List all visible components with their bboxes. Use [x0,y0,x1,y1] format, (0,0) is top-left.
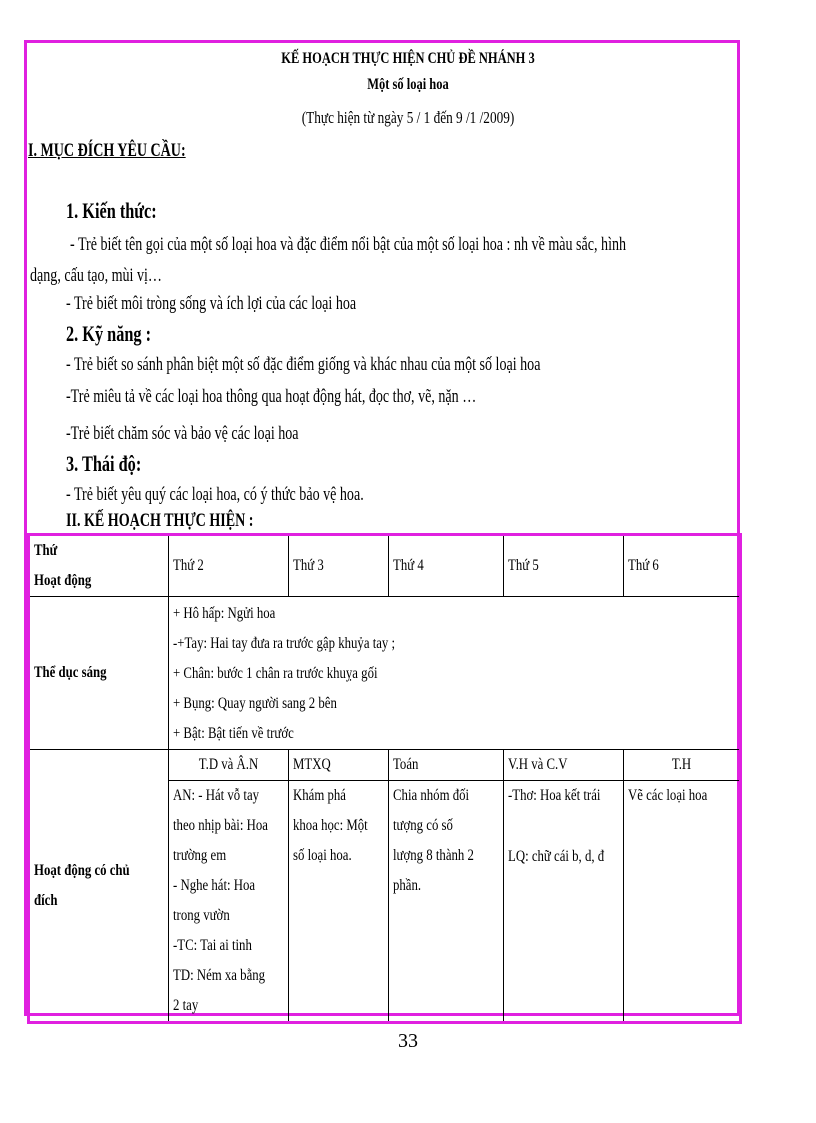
subject-cell [389,750,504,781]
table-header-row [29,535,741,597]
wednesday-activity-cell [389,781,504,1023]
corner-day-label: Thứ [34,542,58,559]
day-header-cell [289,535,389,597]
table-row [29,750,741,781]
day-label: Thứ 6 [628,557,659,574]
section-heading-goals: I. MỤC ĐÍCH YÊU CẦU: [28,140,186,161]
day-label: Thứ 2 [173,557,204,574]
table-row [29,597,741,750]
day-label: Thứ 4 [393,557,424,574]
knowledge-line-1: - Trẻ biết tên gọi của một số loại hoa và đặc điểm nổi bật của một số loại hoa : nh về màu sắc, hình [70,234,627,255]
morning-exercise-label-cell [29,597,169,750]
skills-heading: 2. Kỹ năng : [66,321,152,346]
tuesday-activity-cell [289,781,389,1023]
subject-cell [169,750,289,781]
activity-line: 2 tay [173,997,199,1014]
morning-exercise-content [169,597,741,750]
attitude-heading: 3. Thái độ: [66,451,142,476]
subject-label: Toán [393,756,419,773]
attitude-line-1: - Trẻ biết yêu quý các loại hoa, có ý thức bảo vệ hoa. [66,484,364,505]
subject-cell [504,750,624,781]
skills-line-2: -Trẻ miêu tả về các loại hoa thông qua hoạt động hát, đọc thơ, vẽ, nặn … [66,386,477,407]
activity-line: tượng có số [393,817,453,834]
day-header-cell [169,535,289,597]
subject-label: T.D và Â.N [198,756,259,773]
subject-label: MTXQ [293,756,331,773]
activity-line: -TC: Tai ai tinh [173,937,252,954]
activity-line: Chia nhóm đối [393,787,470,804]
topic-title: Một số loại hoa [367,76,449,93]
day-header-cell [624,535,741,597]
morning-item: + Hô hấp: Ngửi hoa [173,605,276,622]
activity-label-line: Hoạt động có chủ [34,861,130,879]
activity-line: Khám phá [293,787,346,804]
activity-line: phần. [393,877,422,894]
subject-label: V.H và C.V [508,756,568,773]
subject-cell [624,750,741,781]
morning-item: + Bụng: Quay người sang 2 bên [173,695,337,712]
plan-title: KẾ HOẠCH THỰC HIỆN CHỦ ĐỀ NHÁNH 3 [281,50,535,67]
morning-item: + Chân: bước 1 chân ra trước khuỵa gối [173,665,378,682]
subject-cell [289,750,389,781]
page-number: 33 [398,1030,418,1052]
day-header-cell [504,535,624,597]
corner-header-cell [29,535,169,597]
activity-line: lượng 8 thành 2 [393,847,474,864]
morning-exercise-label: Thể dục sáng [34,664,107,681]
date-range: (Thực hiện từ ngày 5 / 1 đến 9 /1 /2009) [301,108,515,127]
knowledge-line-3: - Trẻ biết môi tròng sống và ích lợi của các loại hoa [66,293,357,314]
activity-label-cell [29,750,169,1023]
activity-label-line: đích [34,891,58,909]
activity-line: trong vườn [173,907,230,924]
day-label: Thứ 5 [508,557,539,574]
knowledge-line-2: dạng, cấu tạo, mùi vị… [30,265,162,286]
section-heading-plan: II. KẾ HOẠCH THỰC HIỆN : [66,510,254,531]
activity-line: trường em [173,847,227,864]
friday-activity-cell [624,781,741,1023]
activity-line: - Nghe hát: Hoa [173,877,256,894]
day-header-cell [389,535,504,597]
weekly-plan-table [27,533,742,1024]
activity-line: khoa học: Một [293,817,368,834]
thursday-activity-cell [504,781,624,1023]
skills-line-3: -Trẻ biết chăm sóc và bảo vệ các loại hoa [66,423,299,444]
activity-line: TD: Ném xa bằng [173,967,266,984]
activity-line: AN: - Hát vỗ tay [173,787,260,804]
corner-activity-label: Hoạt động [34,572,92,589]
activity-line: Vẽ các loại hoa [628,787,708,804]
subject-label: T.H [671,756,692,773]
morning-item: -+Tay: Hai tay đưa ra trước gập khuỷa tay ; [173,635,396,652]
activity-line: theo nhịp bài: Hoa [173,817,268,834]
monday-activity-cell [169,781,289,1023]
knowledge-heading: 1. Kiến thức: [66,198,157,223]
skills-line-1: - Trẻ biết so sánh phân biệt một số đặc điểm giống và khác nhau của một số loại hoa [66,354,541,375]
activity-line: -Thơ: Hoa kết trái [508,787,601,804]
activity-line: số loại hoa. [293,847,352,864]
day-label: Thứ 3 [293,557,324,574]
activity-line: LQ: chữ cái b, d, đ [508,848,605,865]
morning-item: + Bật: Bật tiến về trước [173,725,294,742]
